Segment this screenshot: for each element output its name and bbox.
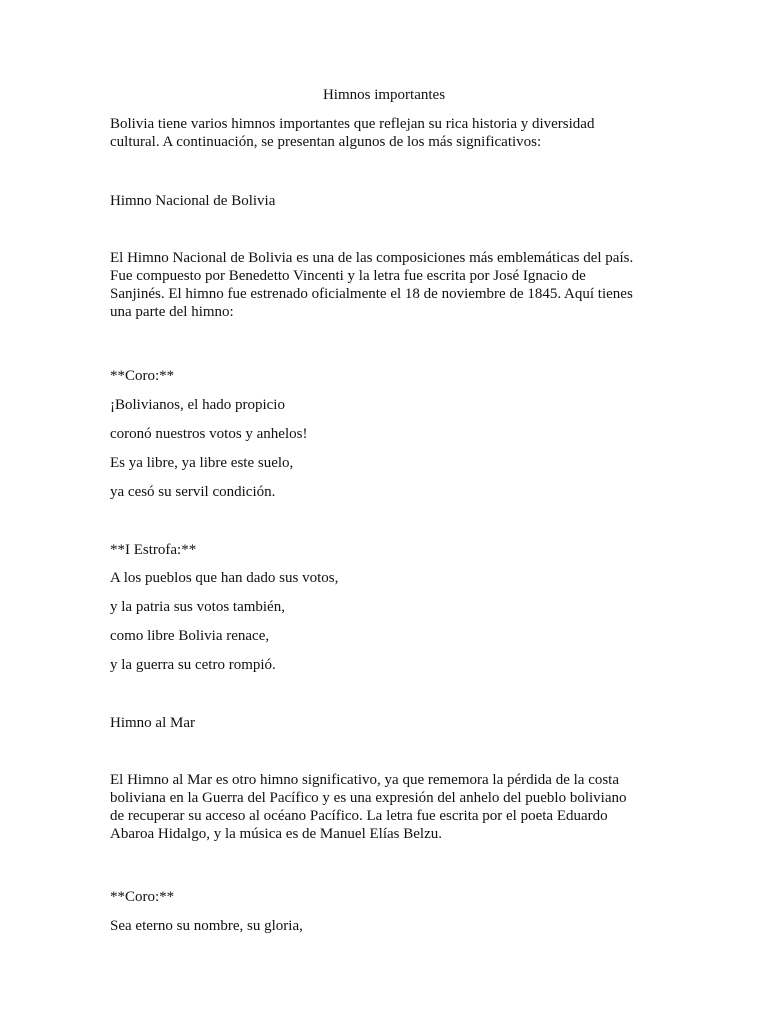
document-title: Himnos importantes [322, 87, 446, 103]
intro-line: Bolivia tiene varios himnos importantes que reflejan su rica historia y diversidad [110, 116, 595, 132]
verse-line: A los pueblos que han dado sus votos, [110, 570, 339, 586]
verse-line: coronó nuestros votos y anhelos! [110, 426, 308, 442]
section1-paragraph-line: El Himno Nacional de Bolivia es una de las composiciones más emblemáticas del país. [110, 250, 634, 266]
verse-line: como libre Bolivia renace, [110, 628, 270, 644]
section-heading-himno-al-mar: Himno al Mar [110, 715, 195, 731]
section1-paragraph-line: Sanjinés. El himno fue estrenado oficialmente el 18 de noviembre de 1845. Aquí tienes [110, 286, 633, 302]
coro-label: **Coro:** [110, 368, 175, 384]
section1-paragraph-line: una parte del himno: [110, 304, 234, 320]
section1-paragraph-line: Fue compuesto por Benedetto Vincenti y la letra fue escrita por José Ignacio de [110, 268, 586, 284]
section2-paragraph-line: boliviana en la Guerra del Pacífico y es una expresión del anhelo del pueblo boliviano [110, 790, 627, 806]
section2-paragraph-line: de recuperar su acceso al océano Pacífico. La letra fue escrita por el poeta Eduardo [110, 808, 608, 824]
verse-line: ya cesó su servil condición. [110, 484, 276, 500]
verse-line: Es ya libre, ya libre este suelo, [110, 455, 294, 471]
verse-line: y la patria sus votos también, [110, 599, 285, 615]
estrofa-label: **I Estrofa:** [110, 542, 197, 558]
section2-paragraph-line: El Himno al Mar es otro himno significativo, ya que rememora la pérdida de la costa [110, 772, 620, 788]
intro-line: cultural. A continuación, se presentan algunos de los más significativos: [110, 134, 542, 150]
verse-line: y la guerra su cetro rompió. [110, 657, 276, 673]
section2-paragraph-line: Abaroa Hidalgo, y la música es de Manuel Elías Belzu. [110, 826, 442, 842]
section-heading-himno-nacional: Himno Nacional de Bolivia [110, 193, 276, 209]
coro-label: **Coro:** [110, 889, 175, 905]
verse-line: ¡Bolivianos, el hado propicio [110, 397, 285, 413]
verse-line: Sea eterno su nombre, su gloria, [110, 918, 303, 934]
